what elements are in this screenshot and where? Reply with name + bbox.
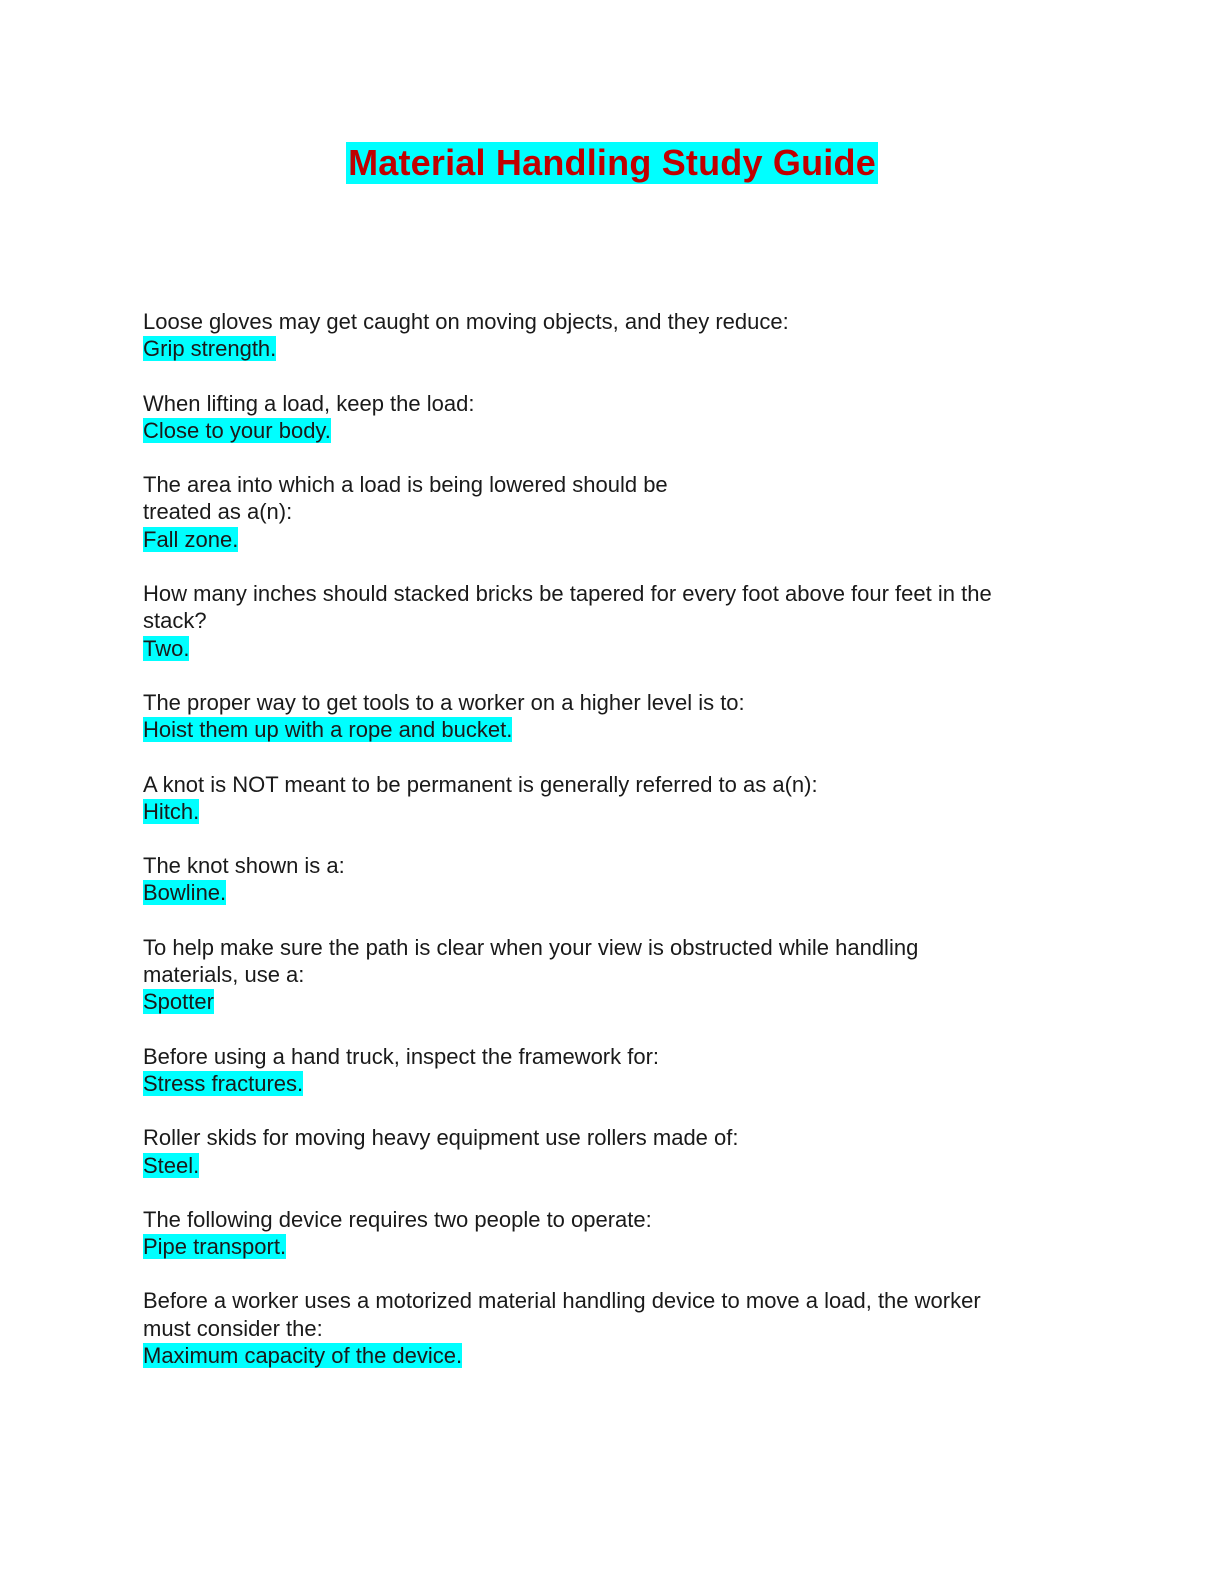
answer-highlight: Steel.	[143, 1152, 200, 1178]
qa-item	[143, 308, 1083, 363]
answer-highlight: Two.	[143, 635, 190, 661]
qa-item	[143, 1043, 1083, 1098]
answer-highlight: Close to your body.	[143, 417, 331, 443]
answer-text	[143, 335, 1083, 362]
answer-highlight: Fall zone.	[143, 526, 239, 552]
answer-text	[143, 988, 1083, 1015]
qa-item	[143, 1206, 1083, 1261]
answer-highlight: Hoist them up with a rope and bucket.	[143, 717, 513, 743]
answer-highlight: Spotter	[143, 989, 214, 1015]
qa-item	[143, 934, 1083, 1016]
answer-highlight: Stress fractures.	[143, 1070, 304, 1096]
answer-highlight: Maximum capacity of the device.	[143, 1343, 463, 1369]
answer-text	[143, 1342, 1083, 1369]
answer-text	[143, 635, 1083, 662]
qa-item	[143, 390, 1083, 445]
question-text: When lifting a load, keep the load:	[143, 390, 475, 416]
answer-text	[143, 417, 1083, 444]
question-text: A knot is NOT meant to be permanent is generally referred to as a(n):	[143, 771, 818, 797]
qa-list	[143, 308, 1083, 1396]
answer-text	[143, 526, 1083, 553]
qa-item	[143, 580, 1083, 662]
question-text: Before a worker uses a motorized material handling device to move a load, the worker must consider the:	[143, 1288, 981, 1341]
question-text: To help make sure the path is clear when your view is obstructed while handling materials, use a:	[143, 934, 919, 988]
answer-text	[143, 716, 1083, 743]
answer-text	[143, 1070, 1083, 1097]
answer-highlight: Hitch.	[143, 798, 200, 824]
qa-item	[143, 471, 1083, 553]
question-text: Before using a hand truck, inspect the framework for:	[143, 1043, 660, 1069]
title-container	[0, 142, 1224, 184]
question-text: The area into which a load is being lowered should be treated as a(n):	[143, 472, 668, 525]
answer-text	[143, 798, 1083, 825]
answer-highlight: Bowline.	[143, 880, 227, 906]
answer-text	[143, 879, 1083, 906]
question-text: The knot shown is a:	[143, 853, 345, 879]
question-text: How many inches should stacked bricks be tapered for every foot above four feet in the stack?	[143, 581, 992, 634]
question-text: Roller skids for moving heavy equipment use rollers made of:	[143, 1125, 739, 1151]
answer-text	[143, 1152, 1083, 1179]
question-text: The proper way to get tools to a worker on a higher level is to:	[143, 689, 745, 715]
qa-item	[143, 689, 1083, 744]
page-title: Material Handling Study Guide	[348, 142, 876, 183]
qa-item	[143, 852, 1083, 907]
qa-item	[143, 1124, 1083, 1179]
answer-highlight: Grip strength.	[143, 336, 277, 362]
question-text: The following device requires two people to operate:	[143, 1206, 652, 1232]
answer-highlight: Pipe transport.	[143, 1234, 287, 1260]
qa-item	[143, 771, 1083, 826]
question-text: Loose gloves may get caught on moving objects, and they reduce:	[143, 309, 789, 334]
qa-item	[143, 1287, 1083, 1369]
answer-text	[143, 1233, 1083, 1260]
